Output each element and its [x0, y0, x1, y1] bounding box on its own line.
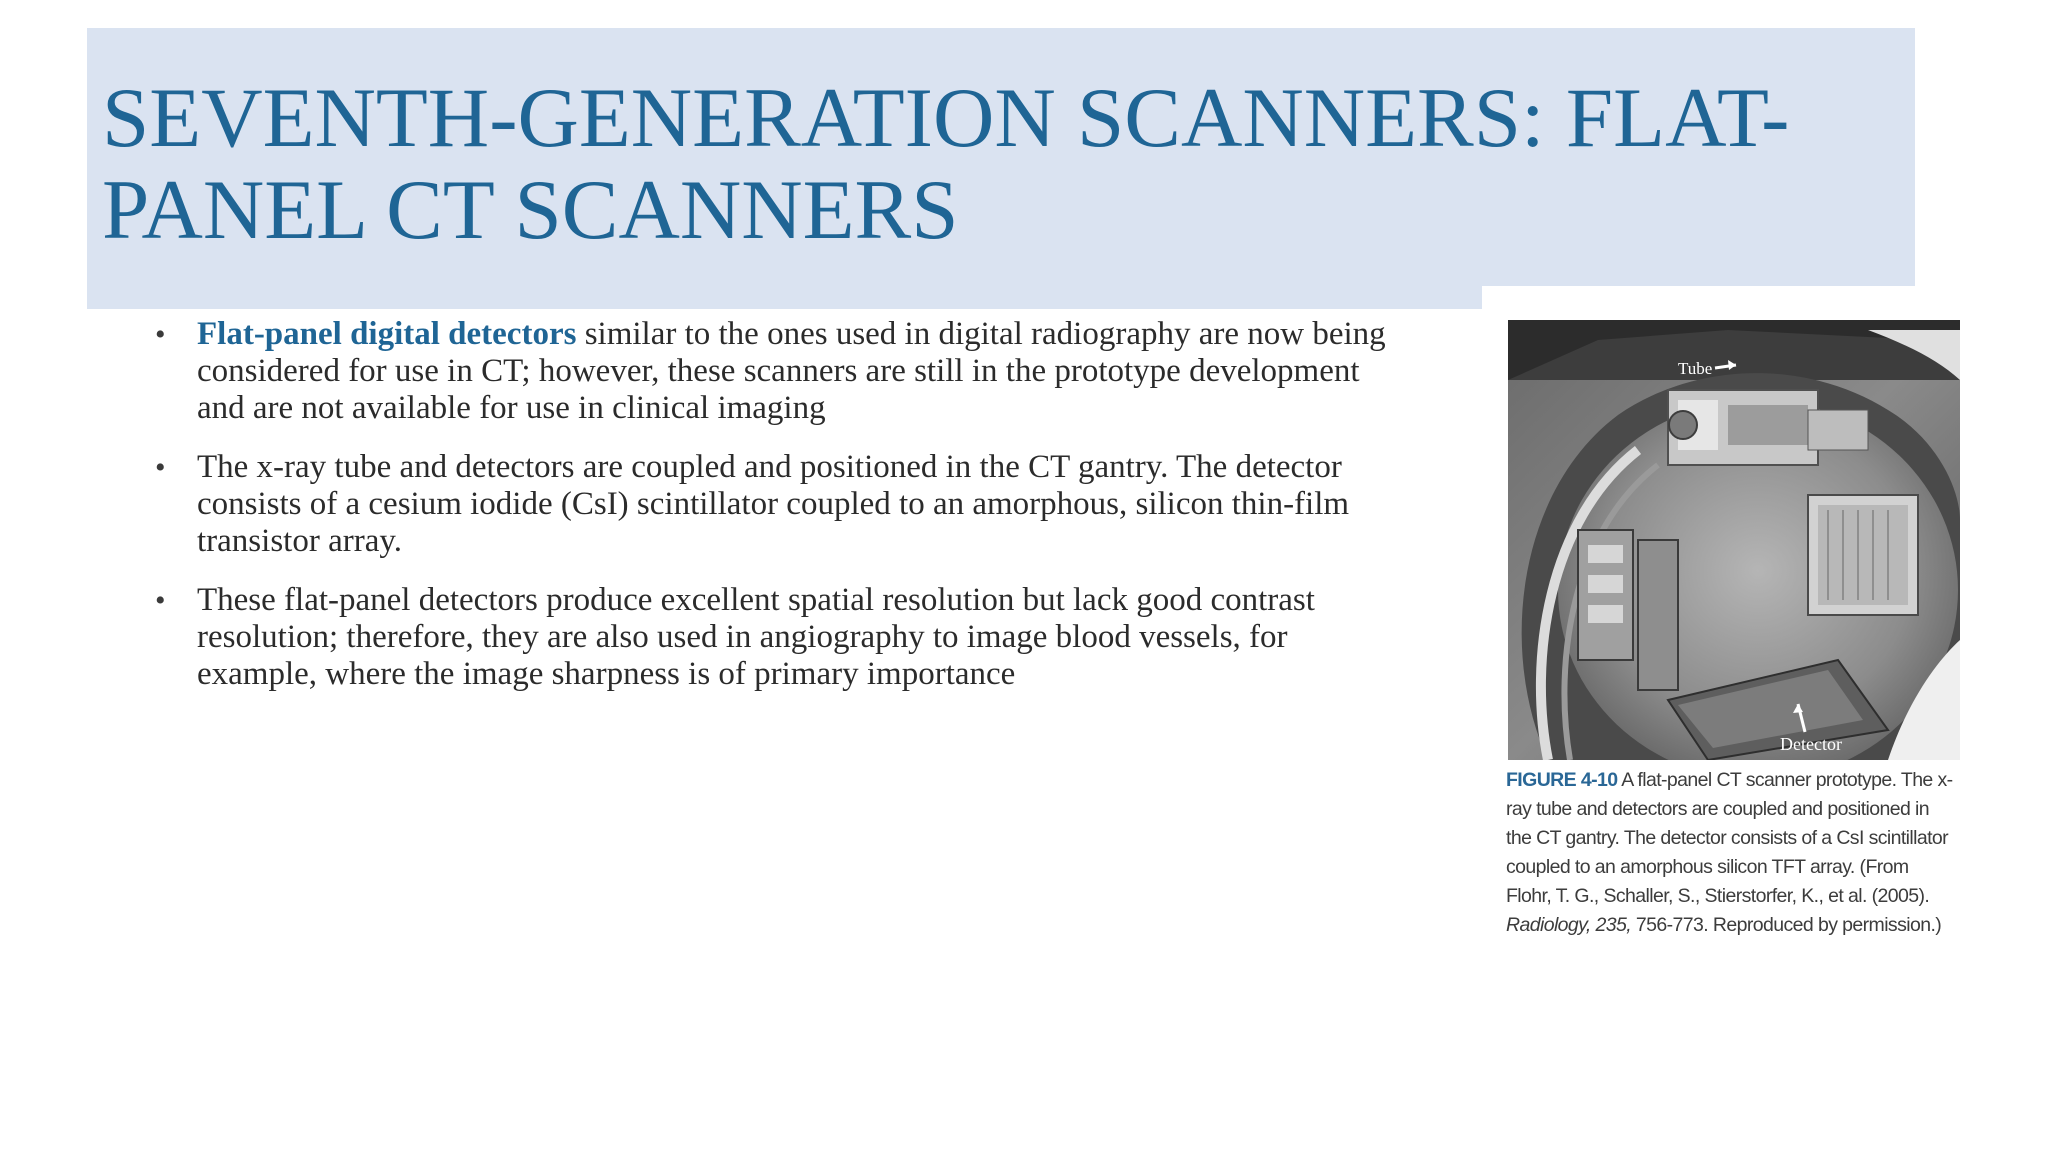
bullet-emphasis: Flat-panel digital detectors	[197, 316, 577, 352]
bullet-marker: •	[155, 451, 166, 484]
slide-title-line-1: SEVENTH-GENERATION SCANNERS: FLAT-	[102, 71, 1790, 165]
bullet-item	[155, 582, 1395, 693]
bullet-list	[155, 316, 1395, 715]
ct-scanner-photo	[1508, 320, 1960, 760]
slide-title-line-2: PANEL CT SCANNERS	[102, 163, 959, 257]
slide-title	[102, 72, 1862, 256]
bullet-marker: •	[155, 318, 166, 351]
photo-label-tube: Tube	[1678, 359, 1713, 378]
detector-array	[1808, 495, 1918, 615]
bullet-marker: •	[155, 584, 166, 617]
title-band-notch	[1482, 286, 1922, 316]
figure-panel	[1502, 316, 1960, 976]
caption-text: A flat-panel CT scanner prototype. The x-ray tube and detectors are coupled and positioned in the CT gantry. The detector consists of a CsI scintillator coupled to an amorphous silicon TFT array. (From Flohr, T. G., Schaller, S., Stierstorfer, K., et al. (2005).	[1506, 769, 1953, 907]
caption-tail: 756-773. Reproduced by permission.)	[1631, 914, 1942, 936]
caption-journal: Radiology, 235,	[1506, 914, 1632, 936]
bullet-text: The x-ray tube and detectors are coupled and positioned in the CT gantry. The detector consists of a cesium iodide (CsI) scintillator coupled to an amorphous, silicon thin-film transistor array.	[197, 449, 1350, 559]
bullet-text: similar to the ones used in digital radiography are now being considered for use in CT; however, these scanners are still in the prototype development and are not available for use in clinical imaging	[197, 316, 1386, 426]
figure-caption	[1506, 766, 1958, 940]
photo-label-detector: Detector	[1780, 734, 1842, 754]
bullet-item	[155, 316, 1395, 427]
bullet-item	[155, 449, 1395, 560]
bullet-text: These flat-panel detectors produce excellent spatial resolution but lack good contrast resolution; therefore, they are also used in angiography to image blood vessels, for example, where the image sharpness is of primary importance	[197, 582, 1315, 692]
figure-label: FIGURE 4-10	[1506, 769, 1618, 791]
